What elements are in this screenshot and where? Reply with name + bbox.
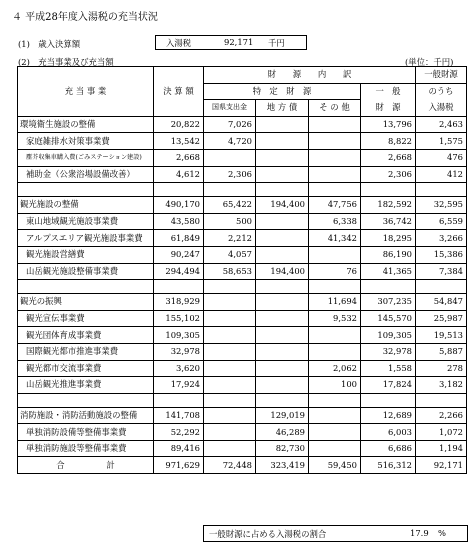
kessan-cell: 294,494 bbox=[154, 263, 204, 280]
spacer-cell bbox=[154, 183, 204, 197]
ippan-cell: 2,668 bbox=[361, 149, 416, 166]
section1-label: (1) 歳入決算額 bbox=[18, 39, 81, 49]
kokko-cell: 4,057 bbox=[204, 246, 256, 263]
total-chihosai: 323,419 bbox=[256, 457, 309, 474]
kokko-cell bbox=[204, 149, 256, 166]
spacer-cell bbox=[204, 280, 256, 294]
table-body bbox=[18, 116, 467, 457]
spacer-cell bbox=[309, 183, 361, 197]
spacer-cell bbox=[416, 280, 467, 294]
nyuto-cell: 1,072 bbox=[416, 424, 467, 441]
ippan-cell: 8,822 bbox=[361, 133, 416, 150]
header-zaigen: 財 源 内 訳 bbox=[204, 67, 416, 84]
total-sonota: 59,450 bbox=[309, 457, 361, 474]
chihosai-cell bbox=[256, 149, 309, 166]
project-name-cell: 観光宣伝事業費 bbox=[18, 310, 154, 327]
nyuto-cell: 6,559 bbox=[416, 213, 467, 230]
nyuto-cell: 25,987 bbox=[416, 310, 467, 327]
spacer-cell bbox=[256, 183, 309, 197]
sonota-cell bbox=[309, 116, 361, 133]
table-row bbox=[18, 133, 467, 150]
chihosai-cell bbox=[256, 166, 309, 183]
sonota-cell: 9,532 bbox=[309, 310, 361, 327]
kessan-cell: 89,416 bbox=[154, 440, 204, 457]
chihosai-cell bbox=[256, 294, 309, 311]
kessan-cell: 90,247 bbox=[154, 246, 204, 263]
chihosai-cell bbox=[256, 133, 309, 150]
ippan-cell: 109,305 bbox=[361, 327, 416, 344]
chihosai-cell: 46,289 bbox=[256, 424, 309, 441]
project-name-cell: 環境衛生施設の整備 bbox=[18, 116, 154, 133]
kessan-cell: 4,612 bbox=[154, 166, 204, 183]
sonota-cell bbox=[309, 424, 361, 441]
kessan-cell: 490,170 bbox=[154, 197, 204, 214]
sonota-cell: 100 bbox=[309, 377, 361, 394]
header-chihosai: 地 方 債 bbox=[256, 100, 309, 117]
ippan-cell: 6,003 bbox=[361, 424, 416, 441]
spacer-cell bbox=[309, 393, 361, 407]
revenue-unit: 千円 bbox=[268, 38, 285, 48]
table-row bbox=[18, 440, 467, 457]
nyuto-cell: 54,847 bbox=[416, 294, 467, 311]
table-row bbox=[18, 263, 467, 280]
sonota-cell: 2,062 bbox=[309, 360, 361, 377]
category-row bbox=[18, 116, 467, 133]
kokko-cell: 4,720 bbox=[204, 133, 256, 150]
ippan-cell: 1,558 bbox=[361, 360, 416, 377]
chihosai-cell bbox=[256, 360, 309, 377]
allocation-table bbox=[17, 66, 467, 474]
kokko-cell: 65,422 bbox=[204, 197, 256, 214]
kokko-cell bbox=[204, 407, 256, 424]
spacer-row bbox=[18, 280, 467, 294]
kessan-cell: 43,580 bbox=[154, 213, 204, 230]
kessan-cell: 109,305 bbox=[154, 327, 204, 344]
header-kokko: 国県支出金 bbox=[204, 100, 256, 117]
chihosai-cell: 194,400 bbox=[256, 263, 309, 280]
kessan-cell: 318,929 bbox=[154, 294, 204, 311]
project-name-cell: 観光都市交流事業費 bbox=[18, 360, 154, 377]
kessan-cell: 17,924 bbox=[154, 377, 204, 394]
total-kessan: 971,629 bbox=[154, 457, 204, 474]
sonota-cell bbox=[309, 440, 361, 457]
nyuto-cell: 1,575 bbox=[416, 133, 467, 150]
spacer-cell bbox=[154, 280, 204, 294]
kokko-cell bbox=[204, 310, 256, 327]
chihosai-cell bbox=[256, 246, 309, 263]
chihosai-cell: 82,730 bbox=[256, 440, 309, 457]
header-nyuto: 入湯税 bbox=[416, 100, 467, 117]
table-row bbox=[18, 360, 467, 377]
total-kokko: 72,448 bbox=[204, 457, 256, 474]
kessan-cell: 2,668 bbox=[154, 149, 204, 166]
spacer-row bbox=[18, 183, 467, 197]
header-nouchi: のうち bbox=[416, 83, 467, 100]
sonota-cell: 47,756 bbox=[309, 197, 361, 214]
project-name-cell: 補助金（公衆浴場設備改善） bbox=[18, 166, 154, 183]
kokko-cell bbox=[204, 424, 256, 441]
table-row bbox=[18, 327, 467, 344]
unit-note: (単位：千円) bbox=[405, 57, 454, 67]
sonota-cell bbox=[309, 246, 361, 263]
total-ippan: 516,312 bbox=[361, 457, 416, 474]
table-row bbox=[18, 343, 467, 360]
table-row bbox=[18, 230, 467, 247]
sonota-cell bbox=[309, 407, 361, 424]
ratio-unit: % bbox=[438, 528, 446, 538]
kokko-cell bbox=[204, 294, 256, 311]
kokko-cell: 500 bbox=[204, 213, 256, 230]
kokko-cell bbox=[204, 343, 256, 360]
kessan-cell: 52,292 bbox=[154, 424, 204, 441]
spacer-cell bbox=[361, 393, 416, 407]
sonota-cell bbox=[309, 166, 361, 183]
nyuto-cell: 1,194 bbox=[416, 440, 467, 457]
project-name-cell: 塵芥収集車購入費(ごみステーション建設) bbox=[18, 149, 154, 166]
project-name-cell: 観光施設営繕費 bbox=[18, 246, 154, 263]
kokko-cell: 7,026 bbox=[204, 116, 256, 133]
category-row bbox=[18, 197, 467, 214]
header-sonota: そ の 他 bbox=[309, 100, 361, 117]
nyuto-cell: 412 bbox=[416, 166, 467, 183]
ippan-cell: 6,686 bbox=[361, 440, 416, 457]
spacer-cell bbox=[204, 393, 256, 407]
kokko-cell: 2,306 bbox=[204, 166, 256, 183]
spacer-cell bbox=[361, 280, 416, 294]
kokko-cell bbox=[204, 327, 256, 344]
tax-name: 入湯税 bbox=[166, 38, 192, 48]
nyuto-cell: 15,386 bbox=[416, 246, 467, 263]
spacer-cell bbox=[18, 183, 154, 197]
spacer-cell bbox=[361, 183, 416, 197]
ippan-cell: 18,295 bbox=[361, 230, 416, 247]
ippan-cell: 41,365 bbox=[361, 263, 416, 280]
nyuto-cell: 2,266 bbox=[416, 407, 467, 424]
spacer-cell bbox=[309, 280, 361, 294]
project-name-cell: 国際観光都市推進事業費 bbox=[18, 343, 154, 360]
category-row bbox=[18, 407, 467, 424]
kokko-cell: 58,653 bbox=[204, 263, 256, 280]
header-ippan-top: 一般財源 bbox=[416, 67, 467, 84]
ippan-cell: 12,689 bbox=[361, 407, 416, 424]
kessan-cell: 141,708 bbox=[154, 407, 204, 424]
total-label: 合 計 bbox=[18, 457, 154, 474]
nyuto-cell: 3,266 bbox=[416, 230, 467, 247]
header-zaigen2: 財 源 bbox=[361, 100, 416, 117]
kessan-cell: 13,542 bbox=[154, 133, 204, 150]
project-name-cell: 東山地域観光施設事業費 bbox=[18, 213, 154, 230]
table-row bbox=[18, 213, 467, 230]
project-name-cell: 観光団体育成事業費 bbox=[18, 327, 154, 344]
project-name-cell: 観光施設の整備 bbox=[18, 197, 154, 214]
project-name-cell: 消防施設・消防活動施設の整備 bbox=[18, 407, 154, 424]
nyuto-cell: 7,384 bbox=[416, 263, 467, 280]
revenue-box bbox=[155, 35, 307, 50]
sonota-cell bbox=[309, 149, 361, 166]
header-ippan: 一 般 bbox=[361, 83, 416, 100]
chihosai-cell bbox=[256, 343, 309, 360]
kessan-cell: 61,849 bbox=[154, 230, 204, 247]
nyuto-cell: 278 bbox=[416, 360, 467, 377]
header-project: 充 当 事 業 bbox=[18, 67, 154, 117]
kokko-cell bbox=[204, 440, 256, 457]
table-row bbox=[18, 166, 467, 183]
kessan-cell: 155,102 bbox=[154, 310, 204, 327]
header-settlement: 決 算 額 bbox=[154, 67, 204, 117]
ippan-cell: 13,796 bbox=[361, 116, 416, 133]
sonota-cell bbox=[309, 327, 361, 344]
sonota-cell: 76 bbox=[309, 263, 361, 280]
ippan-cell: 32,978 bbox=[361, 343, 416, 360]
sonota-cell: 6,338 bbox=[309, 213, 361, 230]
chihosai-cell bbox=[256, 213, 309, 230]
sonota-cell bbox=[309, 133, 361, 150]
section2-label: (2) 充当事業及び充当額 bbox=[18, 57, 114, 67]
table-row bbox=[18, 424, 467, 441]
table-row bbox=[18, 310, 467, 327]
total-row bbox=[18, 457, 467, 474]
nyuto-cell: 3,182 bbox=[416, 377, 467, 394]
kokko-cell bbox=[204, 360, 256, 377]
nyuto-cell: 5,887 bbox=[416, 343, 467, 360]
chihosai-cell bbox=[256, 230, 309, 247]
nyuto-cell: 19,513 bbox=[416, 327, 467, 344]
ippan-cell: 36,742 bbox=[361, 213, 416, 230]
chihosai-cell bbox=[256, 377, 309, 394]
ippan-cell: 86,190 bbox=[361, 246, 416, 263]
table-row bbox=[18, 149, 467, 166]
project-name-cell: 家庭雑排水対策事業費 bbox=[18, 133, 154, 150]
ippan-cell: 182,592 bbox=[361, 197, 416, 214]
table-row bbox=[18, 377, 467, 394]
ratio-label: 一般財源に占める入湯税の割合 bbox=[209, 529, 327, 539]
spacer-cell bbox=[256, 393, 309, 407]
ippan-cell: 17,824 bbox=[361, 377, 416, 394]
spacer-cell bbox=[18, 280, 154, 294]
kokko-cell bbox=[204, 377, 256, 394]
kessan-cell: 3,620 bbox=[154, 360, 204, 377]
project-name-cell: 単独消防施設等整備事業費 bbox=[18, 440, 154, 457]
ratio-value: 17.9 bbox=[410, 528, 429, 538]
page-title: ４ 平成28年度入湯税の充当状況 bbox=[12, 12, 158, 23]
spacer-cell bbox=[256, 280, 309, 294]
chihosai-cell bbox=[256, 310, 309, 327]
spacer-cell bbox=[416, 393, 467, 407]
chihosai-cell: 194,400 bbox=[256, 197, 309, 214]
category-row bbox=[18, 294, 467, 311]
chihosai-cell: 129,019 bbox=[256, 407, 309, 424]
ippan-cell: 145,570 bbox=[361, 310, 416, 327]
spacer-cell bbox=[18, 393, 154, 407]
kessan-cell: 32,978 bbox=[154, 343, 204, 360]
kokko-cell: 2,212 bbox=[204, 230, 256, 247]
spacer-row bbox=[18, 393, 467, 407]
table-row bbox=[18, 246, 467, 263]
nyuto-cell: 476 bbox=[416, 149, 467, 166]
nyuto-cell: 2,463 bbox=[416, 116, 467, 133]
sonota-cell: 11,694 bbox=[309, 294, 361, 311]
spacer-cell bbox=[204, 183, 256, 197]
total-nyuto: 92,171 bbox=[416, 457, 467, 474]
ippan-cell: 307,235 bbox=[361, 294, 416, 311]
revenue-amount: 92,171 bbox=[224, 37, 254, 47]
nyuto-cell: 32,595 bbox=[416, 197, 467, 214]
kessan-cell: 20,822 bbox=[154, 116, 204, 133]
ippan-cell: 2,306 bbox=[361, 166, 416, 183]
chihosai-cell bbox=[256, 116, 309, 133]
spacer-cell bbox=[416, 183, 467, 197]
header-tokutei: 特 定 財 源 bbox=[204, 83, 361, 100]
project-name-cell: 観光の振興 bbox=[18, 294, 154, 311]
project-name-cell: 単独消防設備等整備事業費 bbox=[18, 424, 154, 441]
ratio-box bbox=[203, 525, 468, 542]
sonota-cell: 41,342 bbox=[309, 230, 361, 247]
project-name-cell: アルプスエリア観光施設事業費 bbox=[18, 230, 154, 247]
sonota-cell bbox=[309, 343, 361, 360]
project-name-cell: 山岳観光施設整備事業費 bbox=[18, 263, 154, 280]
project-name-cell: 山岳観光推進事業費 bbox=[18, 377, 154, 394]
spacer-cell bbox=[154, 393, 204, 407]
chihosai-cell bbox=[256, 327, 309, 344]
